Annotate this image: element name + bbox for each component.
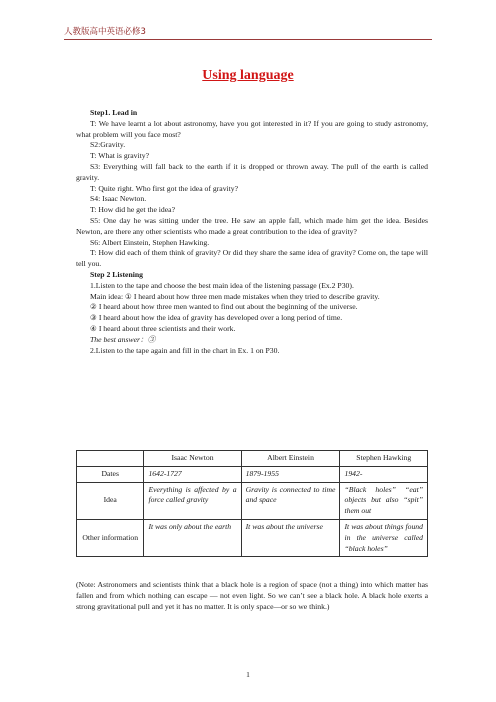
table-cell: “Black holes” “eat” objects but also “spit” them out <box>340 482 428 519</box>
table-cell: 1879-1955 <box>241 466 340 482</box>
table-header-cell: Albert Einstein <box>241 451 340 467</box>
dialogue-line: S4: Isaac Newton. <box>90 194 147 204</box>
table-cell: It was about the universe <box>241 519 340 556</box>
table-cell: It was about things found in the universe called “black holes” <box>340 519 428 556</box>
table-cell: 1942- <box>340 466 428 482</box>
step2-heading: Step 2 Listening <box>90 269 143 279</box>
listening-task-2: 2.Listen to the tape again and fill in the chart in Ex. 1 on P30. <box>90 345 280 355</box>
table-row <box>77 519 428 556</box>
row-label: Dates <box>77 466 144 482</box>
scientists-chart <box>76 450 428 557</box>
main-idea-option: ④ I heard about three scientists and their work. <box>90 323 236 333</box>
dialogue-line: S5: One day he was sitting under the tree. He saw an apple fall, which made him get the idea. Besides Newton, are there any other scientists who made a great contribution to the idea of gravity? <box>76 215 428 236</box>
page-number: 1 <box>246 670 250 679</box>
dialogue-line: S6: Albert Einstein, Stephen Hawking. <box>90 237 210 247</box>
dialogue-line: T: We have learnt a lot about astronomy, have you got interested in it? If you are going to study astronomy, what problem will you face most? <box>76 118 428 139</box>
table-header-cell: Isaac Newton <box>144 451 241 467</box>
dialogue-line: S3: Everything will fall back to the earth if it is dropped or thrown away. The pull of the earth is called gravity. <box>76 161 428 182</box>
main-idea-option: Main idea: ① I heard about how three men made mistakes when they tried to describe gravity. <box>90 291 380 301</box>
table-header-cell <box>77 451 144 467</box>
dialogue-line: T: Quite right. Who first got the idea of gravity? <box>90 183 239 193</box>
table-cell: 1642-1727 <box>144 466 241 482</box>
step1-heading: Step1. Lead in <box>90 108 138 117</box>
table-cell: Gravity is connected to time and space <box>241 482 340 519</box>
listening-task-1: 1.Listen to the tape and choose the best main idea of the listening passage (Ex.2 P30). <box>90 280 354 290</box>
table-cell: It was only about the earth <box>144 519 241 556</box>
page-header: 人教版高中英语必修3 <box>64 27 146 37</box>
row-label: Other information <box>77 519 144 556</box>
page-title: Using language <box>202 68 294 83</box>
table-header-cell: Stephen Hawking <box>340 451 428 467</box>
dialogue-line: T: How did each of them think of gravity? Or did they share the same idea of gravity? Come on, the tape will tell you. <box>76 248 428 269</box>
table-row <box>77 482 428 519</box>
dialogue-line: T: How did he get the idea? <box>90 205 176 215</box>
header-divider <box>64 39 432 40</box>
lesson-body <box>76 108 428 356</box>
main-idea-option: ② I heard about how three men wanted to find out about the beginning of the universe. <box>90 302 358 312</box>
best-answer: The best answer：③ <box>90 334 156 344</box>
table-cell: Everything is affected by a force called gravity <box>144 482 241 519</box>
main-idea-option: ③ I heard about how the idea of gravity has developed over a long period of time. <box>90 313 343 323</box>
table-row <box>77 466 428 482</box>
black-hole-note: (Note: Astronomers and scientists think that a black hole is a region of space (not a thing) into which matter has fallen and from which nothing can escape — not even light. So we can’t see a black hole. A black hole exerts a strong gravitational pull and yet it has no matter. It is only space—or so we think.) <box>76 580 428 611</box>
dialogue-line: S2:Gravity. <box>90 140 126 150</box>
table-header-row <box>77 451 428 467</box>
row-label: Idea <box>77 482 144 519</box>
dialogue-line: T: What is gravity? <box>90 151 150 161</box>
